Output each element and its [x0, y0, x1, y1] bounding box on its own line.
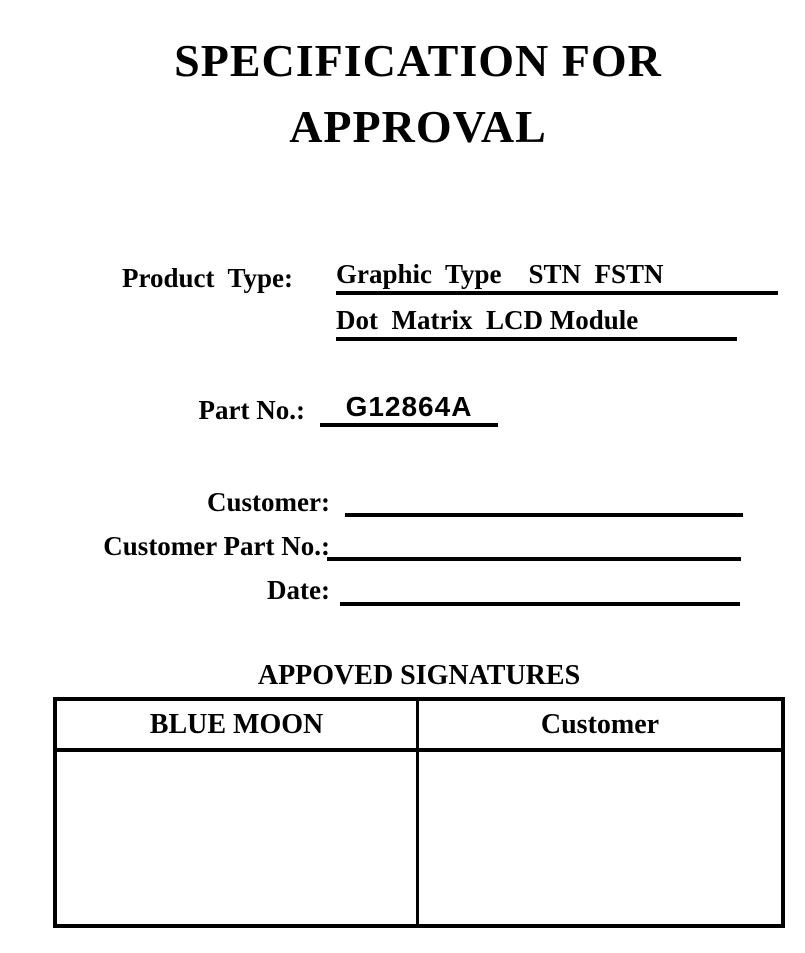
date-blank-line	[340, 571, 740, 606]
customer-blank-line	[345, 482, 743, 517]
approved-signatures-heading: APPOVED SIGNATURES	[257, 660, 581, 691]
customer-label: Customer:	[207, 487, 330, 517]
signatures-table-header-row	[57, 701, 781, 752]
signatures-column-blue-moon: BLUE MOON	[57, 701, 419, 748]
customer-part-no-label: Customer Part No.:	[103, 531, 330, 561]
signature-cell-blue-moon	[57, 752, 419, 924]
page-title-line1: SPECIFICATION FOR	[174, 35, 662, 86]
signatures-column-customer: Customer	[540, 708, 660, 740]
customer-part-no-blank-line	[327, 526, 741, 561]
product-type-value-line1: Graphic Type STN FSTN	[336, 258, 778, 295]
part-no-value: G12864A	[320, 390, 498, 427]
signatures-table-body-row	[57, 752, 781, 924]
date-label: Date:	[267, 575, 330, 605]
part-no-label: Part No.:	[198, 395, 305, 425]
signatures-table	[53, 697, 785, 928]
page-title	[33, 28, 803, 160]
signature-cell-customer	[419, 752, 781, 924]
page-title-line2: APPROVAL	[289, 101, 547, 152]
product-type-label: Product Type:	[122, 263, 294, 293]
product-type-value-line2: Dot Matrix LCD Module	[336, 304, 737, 341]
